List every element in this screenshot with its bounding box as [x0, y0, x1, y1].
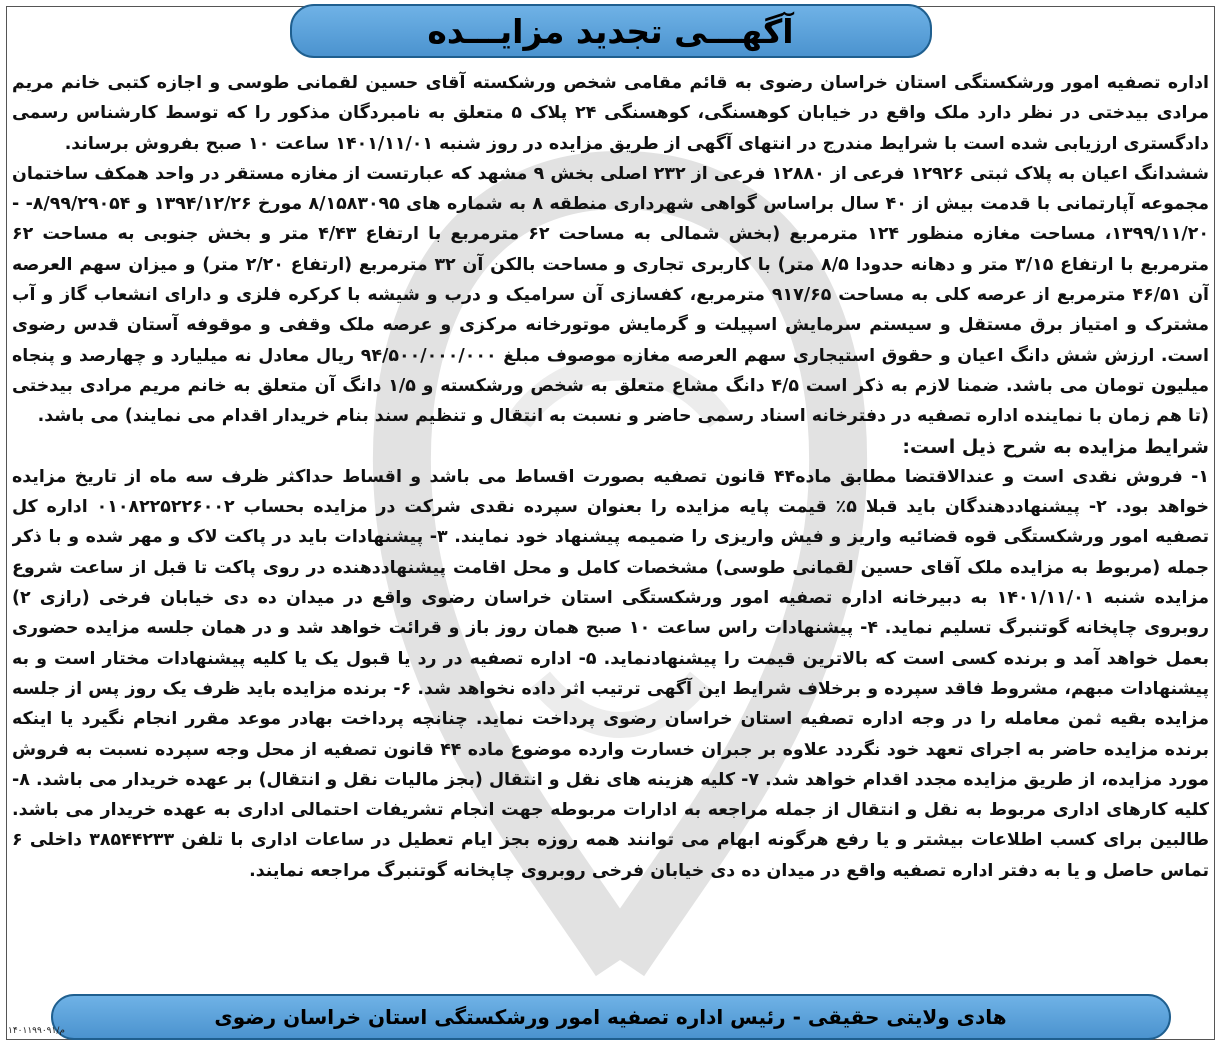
- ad-code: م/۱۴۰۱۱۹۹۰۹۱: [8, 1026, 65, 1036]
- conditions-text: ۱- فروش نقدی است و عندالاقتضا مطابق ماده۴۴ قانون تصفیه بصورت اقساط می باشد و اقساط حداکثر ظرف سه ماه از تاریخ مزایده خواهد بود. ۲- پیشنهاددهندگان باید قبلا ۵٪ قیمت پایه مزایده را بعنوان سپرده نقدی شرکت در مزایده بحساب ۰۱۰۸۲۲۵۲۲۶۰۰۲ اداره کل تصفیه امور ورشکستگی قوه قضائیه واریز و فیش واریزی را ضمیمه پیشنهاد خود نمایند. ۳- پیشنهادات باید در پاکت لاک و مهر شده و با ذکر جمله (مربوط به مزایده ملک آقای حسین لقمانی طوسی) مشخصات کامل و محل اقامت پیشنهاددهنده در روی پاکت تا قبل از ساعت شروع مزایده شنبه ۱۴۰۱/۱۱/۰۱ به دبیرخانه اداره تصفیه امور ورشکستگی استان خراسان رضوی واقع در میدان ده دی خیابان فرخی (رازی ۲) روبروی چاپخانه گوتنبرگ تسلیم نماید. ۴- پیشنهادات راس ساعت ۱۰ صبح همان روز باز و قرائت خواهد شد و در همان جلسه مزایده حضوری بعمل خواهد آمد و برنده کسی است که بالاترین قیمت را پیشنهادنماید. ۵- اداره تصفیه در رد یا قبول یک یا کلیه پیشنهادات مختار است و به پیشنهادات مبهم، مشروط فاقد سپرده و برخلاف شرایط این آگهی ترتیب اثر داده نخواهد شد. ۶- برنده مزایده باید ظرف یک روز پس از جلسه مزایده بقیه ثمن معامله را در وجه اداره تصفیه استان خراسان رضوی پرداخت نماید. چنانچه پرداخت بهادر موعد مقرر انجام نگیرد یا اینکه برنده مزایده حاضر به اجرای تعهد خود نگردد علاوه بر جبران خسارت وارده موضوع ماده ۴۴ قانون تصفیه از محل وجه سپرده نسبت به فروش مورد مزایده، از طریق مزایده مجدد اقدام خواهد شد. ۷- کلیه هزینه های نقل و انتقال (بجز مالیات نقل و انتقال) بر عهده خریدار می باشد. ۸- کلیه کارهای اداری مربوط به نقل و انتقال از جمله مراجعه به ادارات مربوطه جهت انجام تشریفات احتمالی اداری به عهده خریدار می باشد. طالبین برای کسب اطلاعات بیشتر و یا رفع هرگونه ابهام می توانند همه روزه بجز ایام تعطیل در ساعات اداری با تلفن ۳۸۵۴۴۲۳۳ داخلی ۶ تماس حاصل و یا به دفتر اداره تصفیه واقع در میدان ده دی خیابان فرخی روبروی چاپخانه گوتنبرگ مراجعه نمایند.: [12, 466, 1209, 881]
- title-container: [0, 4, 1221, 62]
- signature-banner: هادی ولایتی حقیقی - رئیس اداره تصفیه امور ورشکستگی استان خراسان رضوی: [51, 994, 1171, 1040]
- ad-title: آگهـــی تجدید مزایـــده: [290, 4, 932, 58]
- conditions-heading: شرایط مزایده به شرح ذیل است:: [902, 435, 1209, 458]
- ad-body: [12, 68, 1209, 916]
- property-description: ششدانگ اعیان به پلاک ثبتی ۱۲۹۲۶ فرعی از ۱۲۸۸۰ فرعی از ۲۳۲ اصلی بخش ۹ مشهد که عبارتست از مغازه مستقر در واحد همکف ساختمان مجموعه آپارتمانی با قدمت بیش از ۴۰ سال براساس گواهی شهرداری منطقه ۸ به شماره های ۸/۱۵۸۳۰۹۵ مورخ ۱۳۹۴/۱۲/۲۶ و ۸/۹۹/۲۹۰۵۴- - ۱۳۹۹/۱۱/۲۰، مساحت مغازه منظور ۱۲۴ مترمربع (بخش شمالی به مساحت ۶۲ مترمربع با ارتفاع ۴/۴۳ متر و بخش جنوبی به مساحت ۶۲ مترمربع با ارتفاع ۳/۱۵ متر و دهانه حدودا ۸/۵ متر) با کاربری تجاری و مساحت بالکن آن ۳۲ مترمربع (ارتفاع ۲/۲۰ متر) و میزان سهم العرصه آن ۴۶/۵۱ مترمربع از عرصه کلی به مساحت ۹۱۷/۶۵ مترمربع، کفسازی آن سرامیک و درب و شیشه با کرکره فلزی و دارای انشعاب گاز و آب مشترک و امتیاز برق مستقل و سیستم سرمایش اسپیلت و گرمایش موتورخانه مرکزی و عرصه ملک وقفی و موقوفه آستان قدس رضوی است. ارزش شش دانگ اعیان و حقوق استیجاری سهم العرصه مغازه موصوف مبلغ ۹۴/۵۰۰/۰۰۰/۰۰۰ ریال معادل نه میلیارد و چهارصد و پنجاه میلیون تومان می باشد. ضمنا لازم به ذکر است ۴/۵ دانگ مشاع متعلق به شخص ورشکسته و ۱/۵ دانگ آن متعلق به خانم مریم مرادی بیدختی (تا هم زمان با نماینده اداره تصفیه در دفترخانه اسناد رسمی حاضر و نسبت به انتقال و تنظیم سند بنام خریدار اقدام می نمایند) می باشد.: [12, 163, 1209, 427]
- intro-paragraph: اداره تصفیه امور ورشکستگی استان خراسان رضوی به قائم مقامی شخص ورشکسته آقای حسین لقمانی طوسی و اجازه کتبی خانم مریم مرادی بیدختی در نظر دارد ملک واقع در خیابان کوهسنگی، کوهسنگی ۲۴ پلاک ۵ متعلق به نامبردگان مذکور را که توسط کارشناس رسمی دادگستری ارزیابی شده است با شرایط مندرج در انتهای آگهی از طریق مزایده در روز شنبه ۱۴۰۱/۱۱/۰۱ ساعت ۱۰ صبح بفروش برساند.: [12, 73, 1209, 154]
- footer-container: [0, 994, 1221, 1040]
